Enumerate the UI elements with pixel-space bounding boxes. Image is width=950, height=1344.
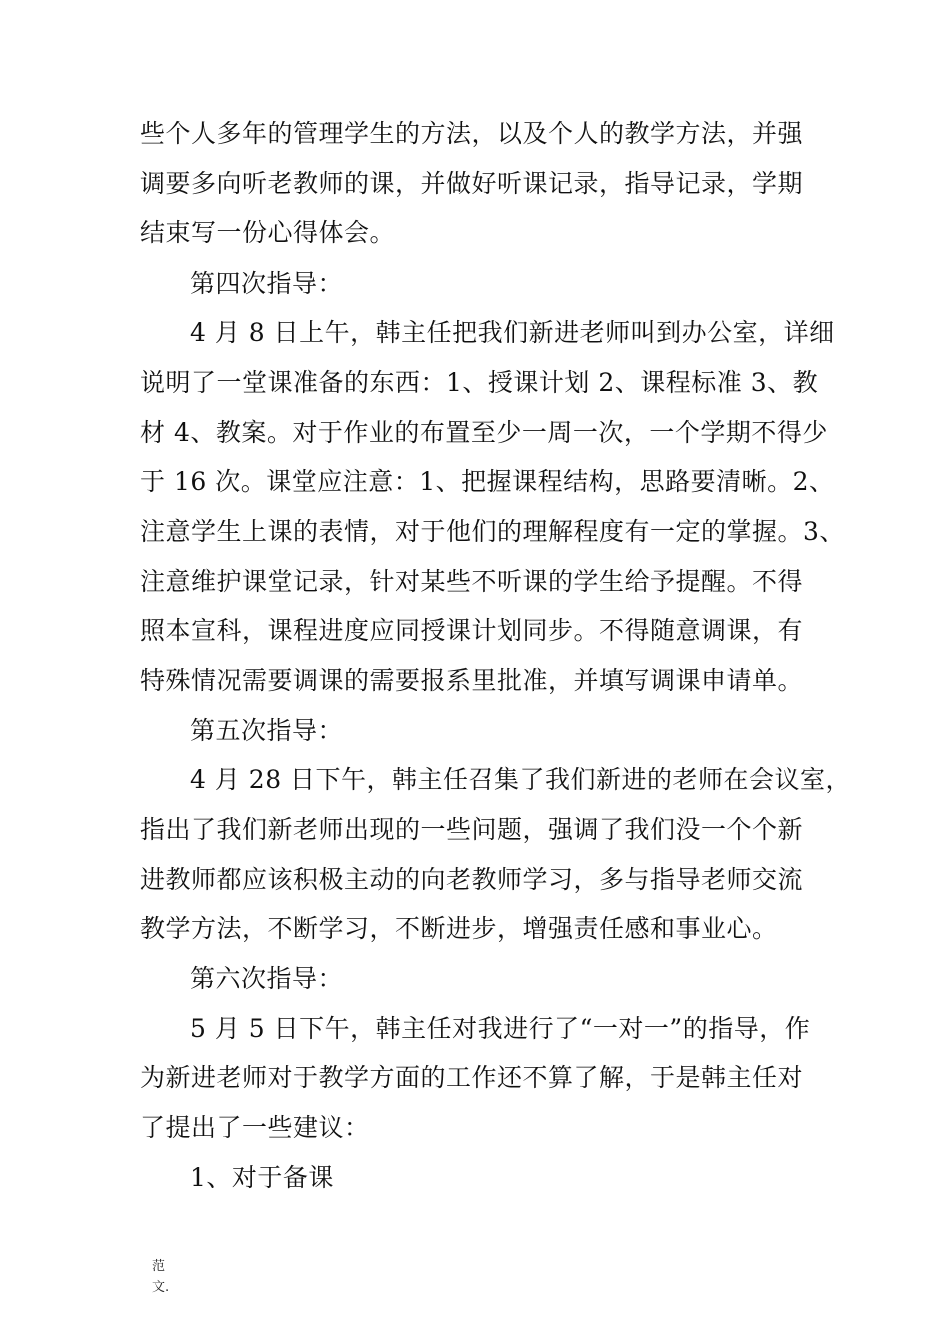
footer-mark-line-1: 范 — [152, 1259, 166, 1274]
section-heading-5: 第五次指导： — [190, 716, 344, 745]
footer-mark-line-2: 文. — [152, 1280, 170, 1295]
text-line-8: 于 16 次。课堂应注意：1、把握课程结构，思路要清晰。2、 — [140, 467, 835, 496]
text-line-10: 注意维护课堂记录，针对某些不听课的学生给予提醒。不得 — [140, 567, 804, 596]
text-line-20: 为新进老师对于教学方面的工作还不算了解，于是韩主任对 — [140, 1063, 804, 1092]
text-line-14: 4 月 28 日下午，韩主任召集了我们新进的老师在会议室， — [190, 765, 852, 794]
text-line-5: 4 月 8 日上午，韩主任把我们新进老师叫到办公室，详细 — [190, 318, 835, 347]
text-line-21: 了提出了一些建议： — [140, 1113, 370, 1142]
text-line-17: 教学方法，不断学习，不断进步，增强责任感和事业心。 — [140, 914, 778, 943]
text-line-12: 特殊情况需要调课的需要报系里批准，并填写调课申请单。 — [140, 666, 804, 695]
text-line-9: 注意学生上课的表情，对于他们的理解程度有一定的掌握。3、 — [140, 517, 845, 546]
text-line-11: 照本宣科，课程进度应同授课计划同步。不得随意调课，有 — [140, 616, 804, 645]
text-line-6: 说明了一堂课准备的东西：1、授课计划 2、课程标准 3、教 — [140, 368, 819, 397]
text-line-16: 进教师都应该积极主动的向老教师学习，多与指导老师交流 — [140, 865, 804, 894]
text-line-2: 调要多向听老教师的课，并做好听课记录，指导记录，学期 — [140, 169, 804, 198]
text-line-15: 指出了我们新老师出现的一些问题，强调了我们没一个个新 — [140, 815, 804, 844]
text-line-19: 5 月 5 日下午，韩主任对我进行了“一对一”的指导，作 — [190, 1014, 811, 1043]
section-heading-4: 第四次指导： — [190, 269, 344, 298]
section-heading-6: 第六次指导： — [190, 964, 344, 993]
text-line-3: 结束写一份心得体会。 — [140, 218, 396, 247]
text-line-1: 些个人多年的管理学生的方法，以及个人的教学方法，并强 — [140, 119, 804, 148]
list-item-1: 1、对于备课 — [190, 1163, 334, 1192]
text-line-7: 材 4、教案。对于作业的布置至少一周一次，一个学期不得少 — [140, 418, 828, 447]
